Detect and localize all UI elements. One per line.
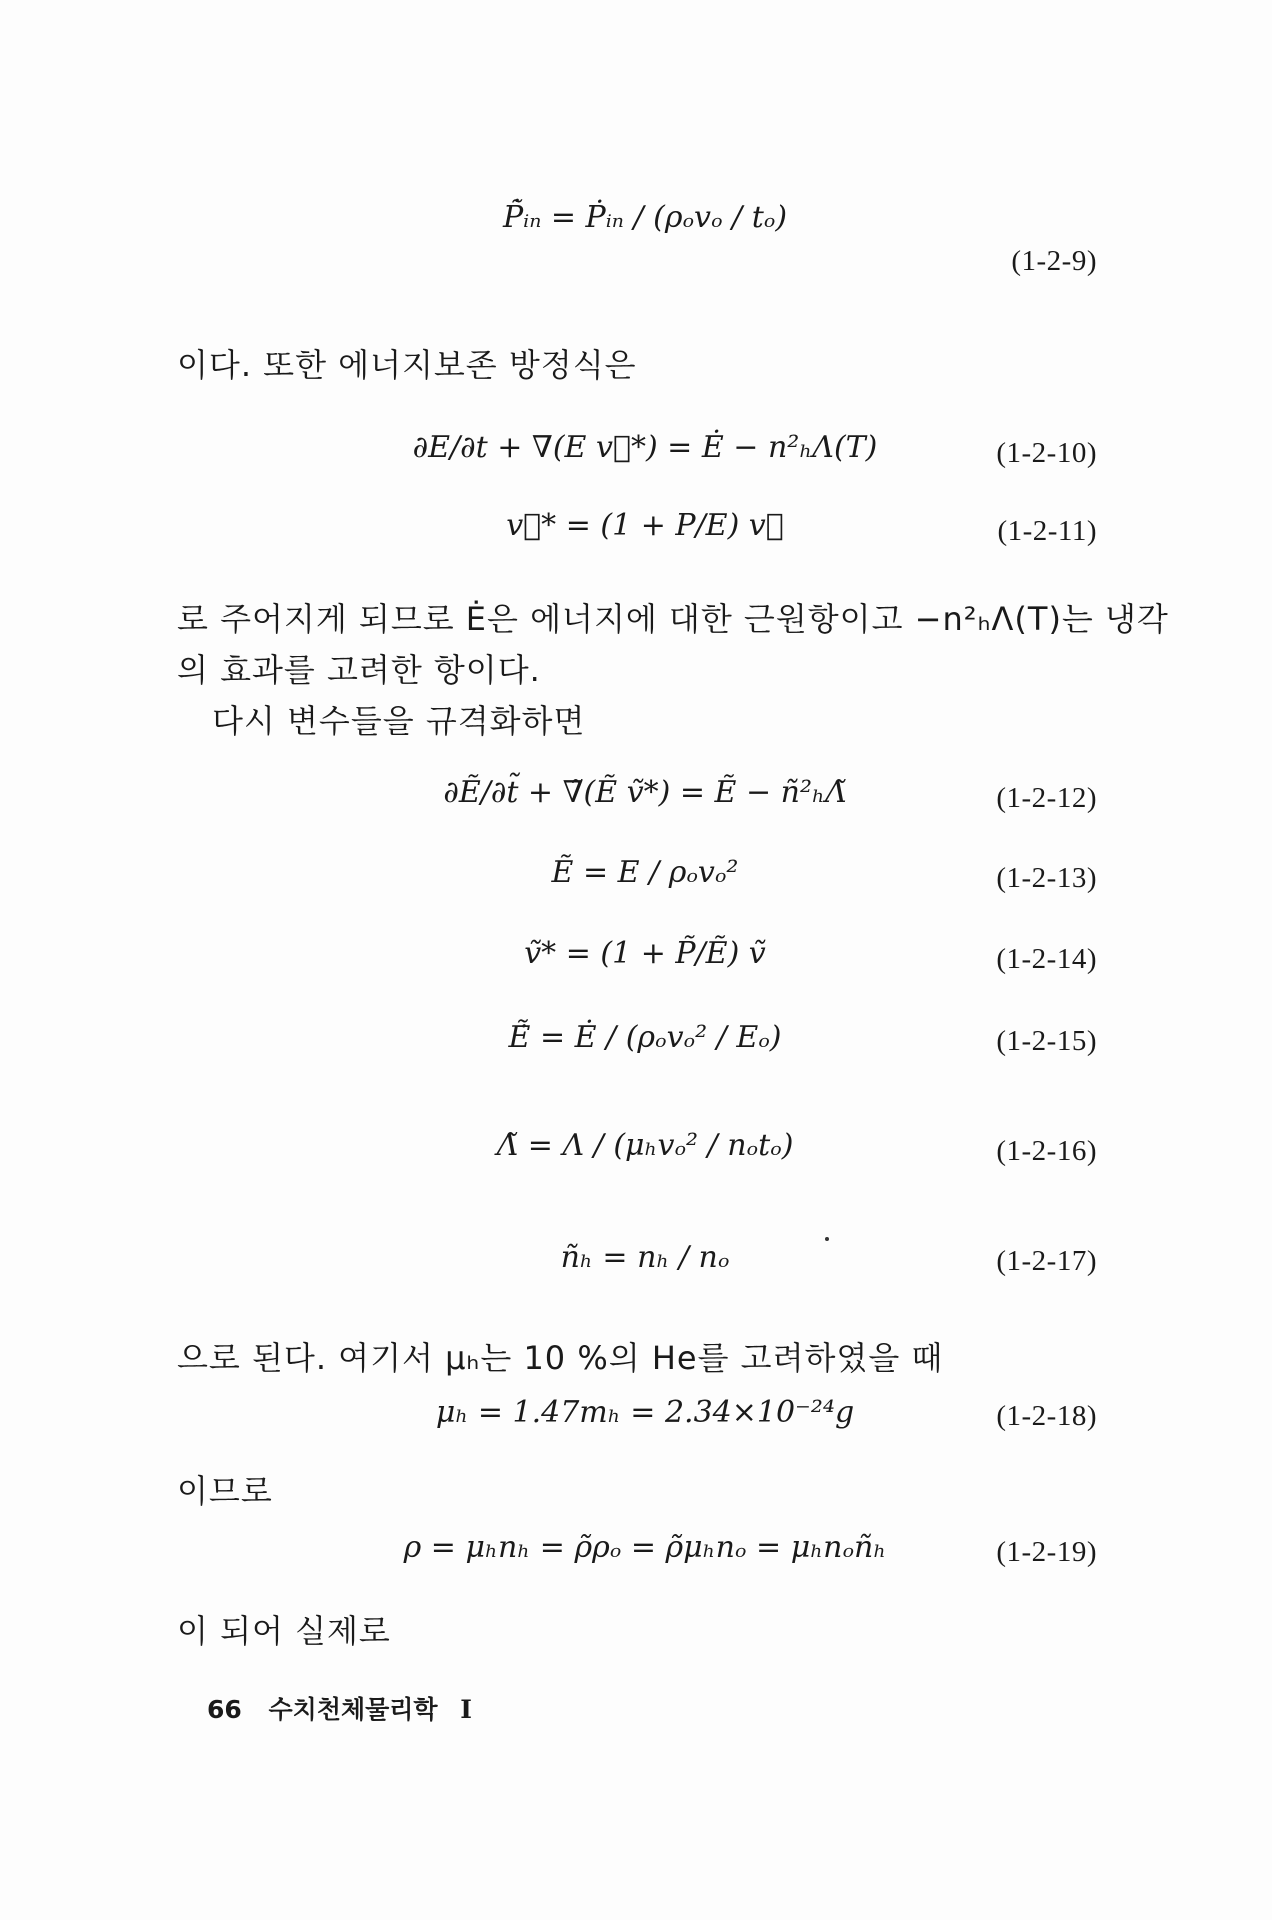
equation-number-1-2-11: (1-2-11) <box>997 515 1097 547</box>
book-title: 수치천체물리학 <box>268 1695 438 1724</box>
equation-number-1-2-18: (1-2-18) <box>996 1400 1097 1432</box>
volume-number: I <box>460 1695 472 1724</box>
equation-number-1-2-19: (1-2-19) <box>996 1536 1097 1568</box>
paragraph-mu-definition: 으로 된다. 여기서 μₕ는 10 %의 He를 고려하였을 때 <box>177 1339 944 1377</box>
equation-1-2-16: Λ̃ = Λ / (μₕvₒ² / nₒtₒ) <box>496 1128 794 1163</box>
equation-number-1-2-16: (1-2-16) <box>996 1135 1097 1167</box>
page-number: 66 <box>207 1695 242 1724</box>
equation-number-1-2-10: (1-2-10) <box>996 437 1097 469</box>
equation-number-1-2-17: (1-2-17) <box>996 1245 1097 1277</box>
equation-1-2-13: Ẽ = E / ρₒvₒ² <box>551 855 739 890</box>
equation-1-2-18: μₕ = 1.47mₕ = 2.34×10⁻²⁴g <box>435 1395 855 1430</box>
equation-number-1-2-9: (1-2-9) <box>1011 245 1097 277</box>
paragraph-cooling-term: 의 효과를 고려한 항이다. <box>177 651 541 689</box>
paragraph-actually: 이 되어 실제로 <box>177 1612 391 1650</box>
paragraph-normalize: 다시 변수들을 규격화하면 <box>212 702 586 740</box>
equation-1-2-10: ∂E/∂t + ∇(E v⃗*) = Ė − n²ₕΛ(T) <box>412 430 878 465</box>
equation-1-2-12: ∂Ẽ/∂t̃ + ∇̃(Ẽ ṽ*) = Ẽ − ñ²ₕΛ̃ <box>443 775 847 810</box>
equation-number-1-2-12: (1-2-12) <box>996 782 1097 814</box>
equation-1-2-17: ñₕ = nₕ / nₒ <box>560 1240 730 1275</box>
equation-number-1-2-13: (1-2-13) <box>996 862 1097 894</box>
paragraph-intro-energy: 이다. 또한 에너지보존 방정식은 <box>177 346 637 384</box>
equation-1-2-15: Ẽ̇ = Ė / (ρₒvₒ² / Eₒ) <box>508 1020 782 1055</box>
equation-number-1-2-14: (1-2-14) <box>996 943 1097 975</box>
equation-1-2-19: ρ = μₕnₕ = ρ̃ρₒ = ρ̃μₕnₒ = μₕnₒñₕ <box>403 1530 887 1565</box>
equation-1-2-14: ṽ* = (1 + P̃/Ẽ) ṽ <box>524 936 766 971</box>
paragraph-source-term: 로 주어지게 되므로 Ė은 에너지에 대한 근원항이고 −n²ₕΛ(T)는 냉각 <box>177 600 1169 638</box>
equation-1-2-9: P̃̇ᵢₙ = Ṗᵢₙ / (ρₒvₒ / tₒ) <box>502 200 788 235</box>
paragraph-therefore: 이므로 <box>177 1472 273 1510</box>
equation-1-2-11: v⃗* = (1 + P/E) v⃗ <box>506 508 784 543</box>
page-footer <box>207 1690 472 1726</box>
equation-number-1-2-15: (1-2-15) <box>996 1025 1097 1057</box>
